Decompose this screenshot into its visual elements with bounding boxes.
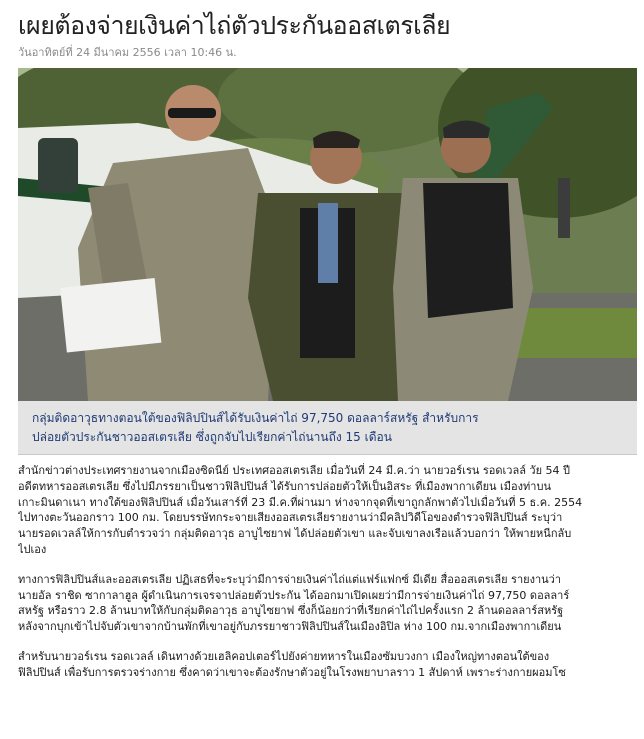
article-line: ทางการฟิลิปปินส์และออสเตรเลีย ปฏิเสธที่จะระบุว่ามีการจ่ายเงินค่าไถ่แต่แฟร์แฟกซ์ มีเดีย สื่อออสเตรเลีย รายงานว่า — [18, 572, 562, 586]
article-line: ไปเอง — [18, 542, 47, 556]
article-paragraph — [18, 649, 628, 681]
article-line: อดีตทหารออสเตรเลีย ซึ่งไปมีภรรยาเป็นชาวฟิลิปปินส์ ได้รับการปล่อยตัวให้เป็นอิสระ ที่เมืองพากาเดียน เมืองท่าบน — [18, 479, 551, 493]
caption-line: ปล่อยตัวประกันชาวออสเตรเลีย ซึ่งถูกจับไปเรียกค่าไถ่นานถึง 15 เดือน — [32, 430, 392, 444]
article-dateline: วันอาทิตย์ที่ 24 มีนาคม 2556 เวลา 10:46 น. — [18, 46, 237, 59]
photo-caption — [18, 401, 637, 455]
article-line: สำนักข่าวต่างประเทศรายงานจากเมืองซิดนีย์ ประเทศออสเตรเลีย เมื่อวันที่ 24 มี.ค.ว่า นายวอร์เรน รอดเวลล์ วัย 54 ปี — [18, 464, 571, 477]
news-photo — [18, 68, 637, 401]
article-line: สำหรับนายวอร์เรน รอดเวลล์ เดินทางด้วยเฮลิคอปเตอร์ไปยังค่ายทหารในเมืองซัมบวงกา เมืองใหญ่ทางตอนใต้ของ — [18, 649, 550, 663]
article-line: ไปทางตะวันออกราว 100 กม. โดยบรรษัทกระจายเสียงออสเตรเลียรายงานว่ามีคลิปวิดีโอของตำรวจฟิลิปปินส์ ระบุว่า — [18, 511, 563, 525]
article-line: หลังจากบุกเข้าไปจับตัวเขาจากบ้านพักที่เขาอยู่กับภรรยาชาวฟิลิปปินส์ในเมืองอิปิล ห่าง 100 กม.จากเมืองพากาเดียน — [18, 620, 562, 634]
article-line: ฟิลิปปินส์ เพื่อรับการตรวจร่างกาย ซึ่งคาดว่าเขาจะต้องรักษาตัวอยู่ในโรงพยาบาลราว 1 สัปดาห์ เพราะร่างกายผอมโซ — [18, 665, 566, 679]
article-line: เกาะมินดาเนา ทางใต้ของฟิลิปปินส์ เมื่อวันเสาร์ที่ 23 มี.ค.ที่ผ่านมา ห่างจากจุดที่เขาถูกลักพาตัวไปเมื่อวันที่ 5 ธ.ค. 2554 — [18, 495, 583, 509]
article-line: นายอัล ราชิด ซากาลาฮูล ผู้ดำเนินการเจรจาปล่อยตัวประกัน ได้ออกมาเปิดเผยว่ามีการจ่ายเงินค่าไถ่ 97,750 ดอลลาร์ — [18, 588, 570, 602]
article-body — [18, 463, 628, 695]
article-paragraph — [18, 463, 628, 558]
article-line: สหรัฐ หรือราว 2.8 ล้านบาทให้กับกลุ่มติดอาวุธ อาบูไซยาฟ ซึ่งก็น้อยกว่าที่เรียกค่าไถ่ไปครั้งแรก 2 ล้านดอลลาร์สหรัฐ — [18, 604, 564, 618]
caption-line: กลุ่มติดอาวุธทางตอนใต้ของฟิลิปปินส์ได้รับเงินค่าไถ่ 97,750 ดอลลาร์สหรัฐ สำหรับการ — [32, 411, 479, 425]
news-photo-illustration — [18, 68, 637, 401]
article-headline: เผยต้องจ่ายเงินค่าไถ่ตัวประกันออสเตรเลีย — [18, 11, 451, 40]
article-paragraph — [18, 572, 628, 635]
article-line: นายรอดเวลล์ให้การกับตำรวจว่า กลุ่มติดอาวุธ อาบูไซยาฟ ได้ปล่อยตัวเขา และจับเขาลงเรือแล้วบอกว่า ให้พายหนีกลับ — [18, 527, 572, 541]
